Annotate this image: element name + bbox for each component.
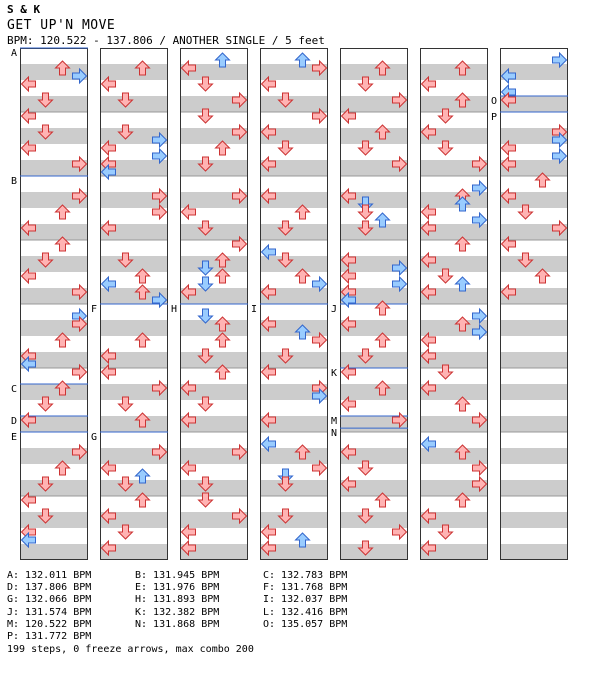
- artist-label: S & K: [7, 3, 41, 16]
- bpm-entry: P: 131.772 BPM: [7, 631, 92, 642]
- bpm-entry: A: 132.011 BPM: [7, 570, 92, 581]
- beat-stripe: [500, 512, 568, 528]
- beat-stripe: [340, 544, 408, 560]
- beat-stripe: [180, 224, 248, 240]
- beat-stripe: [100, 320, 168, 336]
- bpm-marker-label: P: [491, 112, 498, 123]
- bpm-marker-label: H: [171, 304, 178, 315]
- beat-stripe: [340, 384, 408, 400]
- bpm-marker-label: J: [331, 304, 338, 315]
- beat-stripe: [500, 320, 568, 336]
- beat-stripe: [100, 416, 168, 432]
- bpm-marker-label: I: [251, 304, 258, 315]
- bpm-marker-label: K: [331, 368, 338, 379]
- bpm-entry: G: 132.066 BPM: [7, 594, 92, 606]
- beat-stripe: [420, 64, 488, 80]
- bpm-entry: F: 131.768 BPM: [263, 582, 348, 594]
- bpm-marker-label: M: [331, 416, 338, 427]
- beat-stripe: [500, 384, 568, 400]
- beat-stripe: [100, 480, 168, 496]
- beat-stripe: [260, 448, 328, 464]
- beat-stripe: [340, 128, 408, 144]
- beat-stripe: [260, 352, 328, 368]
- song-title: GET UP'N MOVE: [7, 18, 116, 33]
- beat-stripe: [340, 352, 408, 368]
- bpm-marker-label: O: [491, 96, 498, 107]
- beat-stripe: [500, 448, 568, 464]
- beat-stripe: [180, 480, 248, 496]
- beat-stripe: [180, 160, 248, 176]
- chart-column: [20, 48, 88, 560]
- bpm-marker-label: N: [331, 428, 338, 440]
- beat-stripe: [500, 544, 568, 560]
- beat-stripe: [100, 96, 168, 112]
- bpm-entry: B: 131.945 BPM: [135, 570, 220, 581]
- bpm-entry: M: 120.522 BPM: [7, 618, 92, 630]
- bpm-marker-label: F: [91, 304, 98, 315]
- beat-stripe: [420, 96, 488, 112]
- beat-stripe: [20, 512, 88, 528]
- beat-stripe: [260, 512, 328, 528]
- beat-stripe: [100, 256, 168, 272]
- beat-stripe: [420, 192, 488, 208]
- bpm-entry: K: 132.382 BPM: [135, 606, 220, 618]
- bpm-entry: I: 132.037 BPM: [263, 594, 348, 606]
- bpm-marker-label: C: [11, 384, 18, 395]
- beat-stripe: [20, 256, 88, 272]
- bpm-entry: H: 131.893 BPM: [135, 594, 220, 606]
- beat-stripe: [260, 480, 328, 496]
- bpm-entry: E: 131.976 BPM: [135, 582, 220, 594]
- beat-stripe: [20, 544, 88, 560]
- beat-stripe: [20, 128, 88, 144]
- beat-stripe: [500, 352, 568, 368]
- beat-stripe: [20, 384, 88, 400]
- beat-stripe: [500, 416, 568, 432]
- bpm-marker-label: A: [11, 48, 18, 59]
- chart-column: [500, 48, 568, 560]
- beat-stripe: [20, 96, 88, 112]
- bpm-entry: D: 137.806 BPM: [7, 582, 92, 594]
- beat-stripe: [180, 256, 248, 272]
- bpm-entry: N: 131.868 BPM: [135, 618, 220, 630]
- beat-stripe: [500, 480, 568, 496]
- chart-summary: 199 steps, 0 freeze arrows, max combo 200: [7, 644, 254, 655]
- beat-stripe: [260, 96, 328, 112]
- beat-stripe: [340, 224, 408, 240]
- bpm-marker-label: G: [91, 432, 98, 443]
- beat-stripe: [260, 224, 328, 240]
- beat-stripe: [20, 480, 88, 496]
- chart-info: BPM: 120.522 - 137.806 / ANOTHER SINGLE / 5 feet: [7, 34, 325, 47]
- bpm-entry: J: 131.574 BPM: [7, 606, 92, 618]
- bpm-marker-label: D: [11, 416, 18, 427]
- bpm-entry: L: 132.416 BPM: [263, 606, 348, 618]
- beat-stripe: [340, 64, 408, 80]
- bpm-marker-label: B: [11, 176, 18, 187]
- bpm-marker-label: E: [11, 432, 18, 443]
- beat-stripe: [500, 256, 568, 272]
- bpm-entry: O: 135.057 BPM: [263, 618, 348, 630]
- beat-stripe: [260, 256, 328, 272]
- beat-stripe: [180, 320, 248, 336]
- beat-stripe: [420, 448, 488, 464]
- beat-stripe: [180, 352, 248, 368]
- beat-stripe: [340, 512, 408, 528]
- bpm-entry: C: 132.783 BPM: [263, 570, 348, 581]
- beat-stripe: [100, 64, 168, 80]
